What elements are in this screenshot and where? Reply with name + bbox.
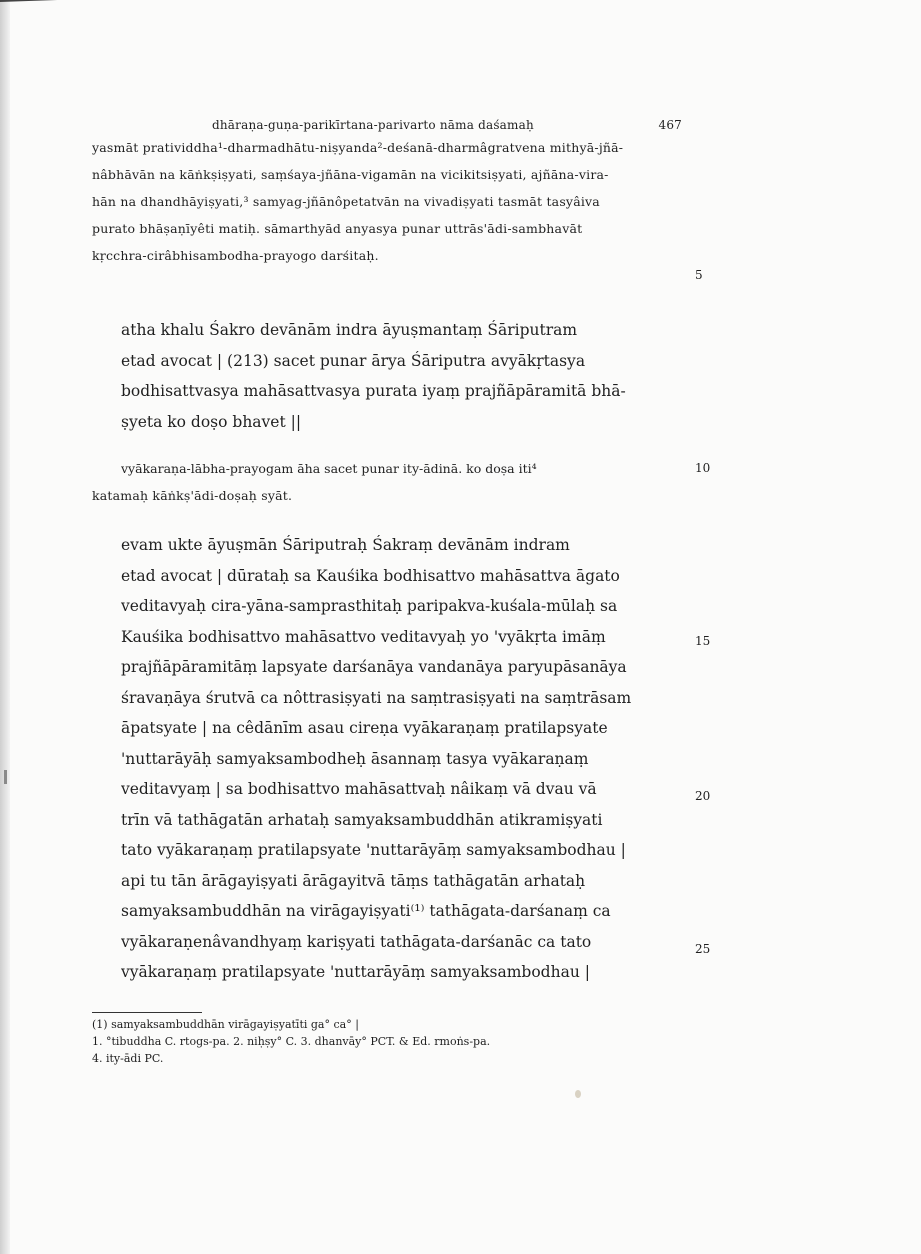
text-line: bodhisattvasya mahāsattvasya purata iyaṃ prajñāpāramitā bhā-: [121, 382, 626, 400]
scan-edge-shadow: [0, 0, 10, 1254]
commentary-block-2: [121, 455, 701, 482]
text-line: yasmāt pratividdha¹-dharmadhātu-niṣyanda²-deśanā-dharmâgratvena mithyā-jñā-: [92, 140, 624, 155]
line-number: 15: [695, 634, 711, 648]
line-number: 5: [695, 268, 703, 282]
page-number: 467: [658, 118, 682, 132]
text-line: Kauśika bodhisattvo mahāsattvo veditavyaḥ yo 'vyākṛta imāṃ: [121, 627, 606, 646]
scan-corner-mark: [0, 0, 108, 16]
footnote: 1. °tibuddha C. rtogs-pa. 2. niḥṣy° C. 3. dhanvāy° PCT. & Ed. rmoṅs-pa.: [92, 1035, 491, 1048]
text-line: katamaḥ kāṅkṣ'ādi-doṣaḥ syāt.: [92, 488, 293, 503]
text-line: trīn vā tathāgatān arhataḥ samyaksambuddhān atikramiṣyati: [121, 810, 603, 829]
text-line: evam ukte āyuṣmān Śāriputraḥ Śakraṃ devānām indram: [121, 536, 570, 554]
text-line: āpatsyate | na cêdānīm asau cireṇa vyākaraṇaṃ pratilapsyate: [121, 719, 608, 737]
commentary-block-1: [92, 134, 692, 269]
footnote: (1) samyaksambuddhān virāgayiṣyatīti ga° ca° |: [92, 1018, 359, 1031]
scan-speck: [575, 1090, 581, 1098]
text-line: purato bhāṣaṇīyêti matiḥ. sāmarthyād anyasya punar uttrās'ādi-sambhavāt: [92, 221, 583, 236]
text-line: tato vyākaraṇaṃ pratilapsyate 'nuttarāyāṃ samyaksambodhau |: [121, 841, 626, 859]
text-line: kṛcchra-cirâbhisambodha-prayogo darśitaḥ.: [92, 248, 379, 263]
text-line: samyaksambuddhān na virāgayiṣyati⁽¹⁾ tathāgata-darśanaṃ ca: [121, 902, 611, 920]
margin-mark: [4, 770, 7, 784]
text-line: etad avocat | (213) sacet punar ārya Śāriputra avyākṛtasya: [121, 351, 586, 370]
line-number: 25: [695, 942, 711, 956]
footnote: 4. ity-ādi PC.: [92, 1052, 164, 1065]
text-line: atha khalu Śakro devānām indra āyuṣmantaṃ Śāriputram: [121, 321, 578, 339]
text-line: prajñāpāramitāṃ lapsyate darśanāya vandanāya paryupāsanāya: [121, 658, 627, 676]
footnotes: [92, 1016, 712, 1067]
text-line: śravaṇāya śrutvā ca nôttrasiṣyati na saṃtrasiṣyati na saṃtrāsam: [121, 688, 632, 707]
text-line: 'nuttarāyāḥ samyaksambodheḥ āsannaṃ tasya vyākaraṇaṃ: [121, 749, 589, 768]
text-line: vyākaraṇenâvandhyaṃ kariṣyati tathāgata-darśanāc ca tato: [121, 932, 592, 951]
line-number: 10: [695, 461, 711, 475]
text-line: ṣyeta ko doṣo bhavet ||: [121, 412, 302, 431]
root-text-block-1: [121, 315, 681, 437]
text-line: veditavyaḥ cira-yāna-samprasthitaḥ paripakva-kuśala-mūlaḥ sa: [121, 597, 618, 615]
text-line: veditavyaṃ | sa bodhisattvo mahāsattvaḥ nâikaṃ vā dvau vā: [121, 780, 597, 798]
text-line: hān na dhandhāyiṣyati,³ samyag-jñānôpetatvān na vivadiṣyati tasmāt tasyâiva: [92, 194, 600, 209]
root-text-block-2: [121, 530, 681, 988]
line-number: 20: [695, 789, 711, 803]
text-line: etad avocat | dūrataḥ sa Kauśika bodhisattvo mahāsattva āgato: [121, 566, 620, 585]
text-line: api tu tān ārāgayiṣyati ārāgayitvā tāṃs tathāgatān arhataḥ: [121, 871, 586, 890]
text-line: nâbhāvān na kāṅkṣiṣyati, saṃśaya-jñāna-vigamān na vicikitsiṣyati, ajñāna-vira-: [92, 167, 609, 182]
commentary-block-2-cont: [92, 482, 692, 509]
footnote-rule: [92, 1012, 202, 1013]
running-title: dhāraṇa-guṇa-parikīrtana-parivarto nāma daśamaḥ: [212, 118, 534, 132]
text-line: vyākaraṇa-lābha-prayogam āha sacet punar ity-ādinā. ko doṣa iti⁴: [121, 461, 537, 476]
text-line: vyākaraṇaṃ pratilapsyate 'nuttarāyāṃ samyaksambodhau |: [121, 963, 590, 981]
